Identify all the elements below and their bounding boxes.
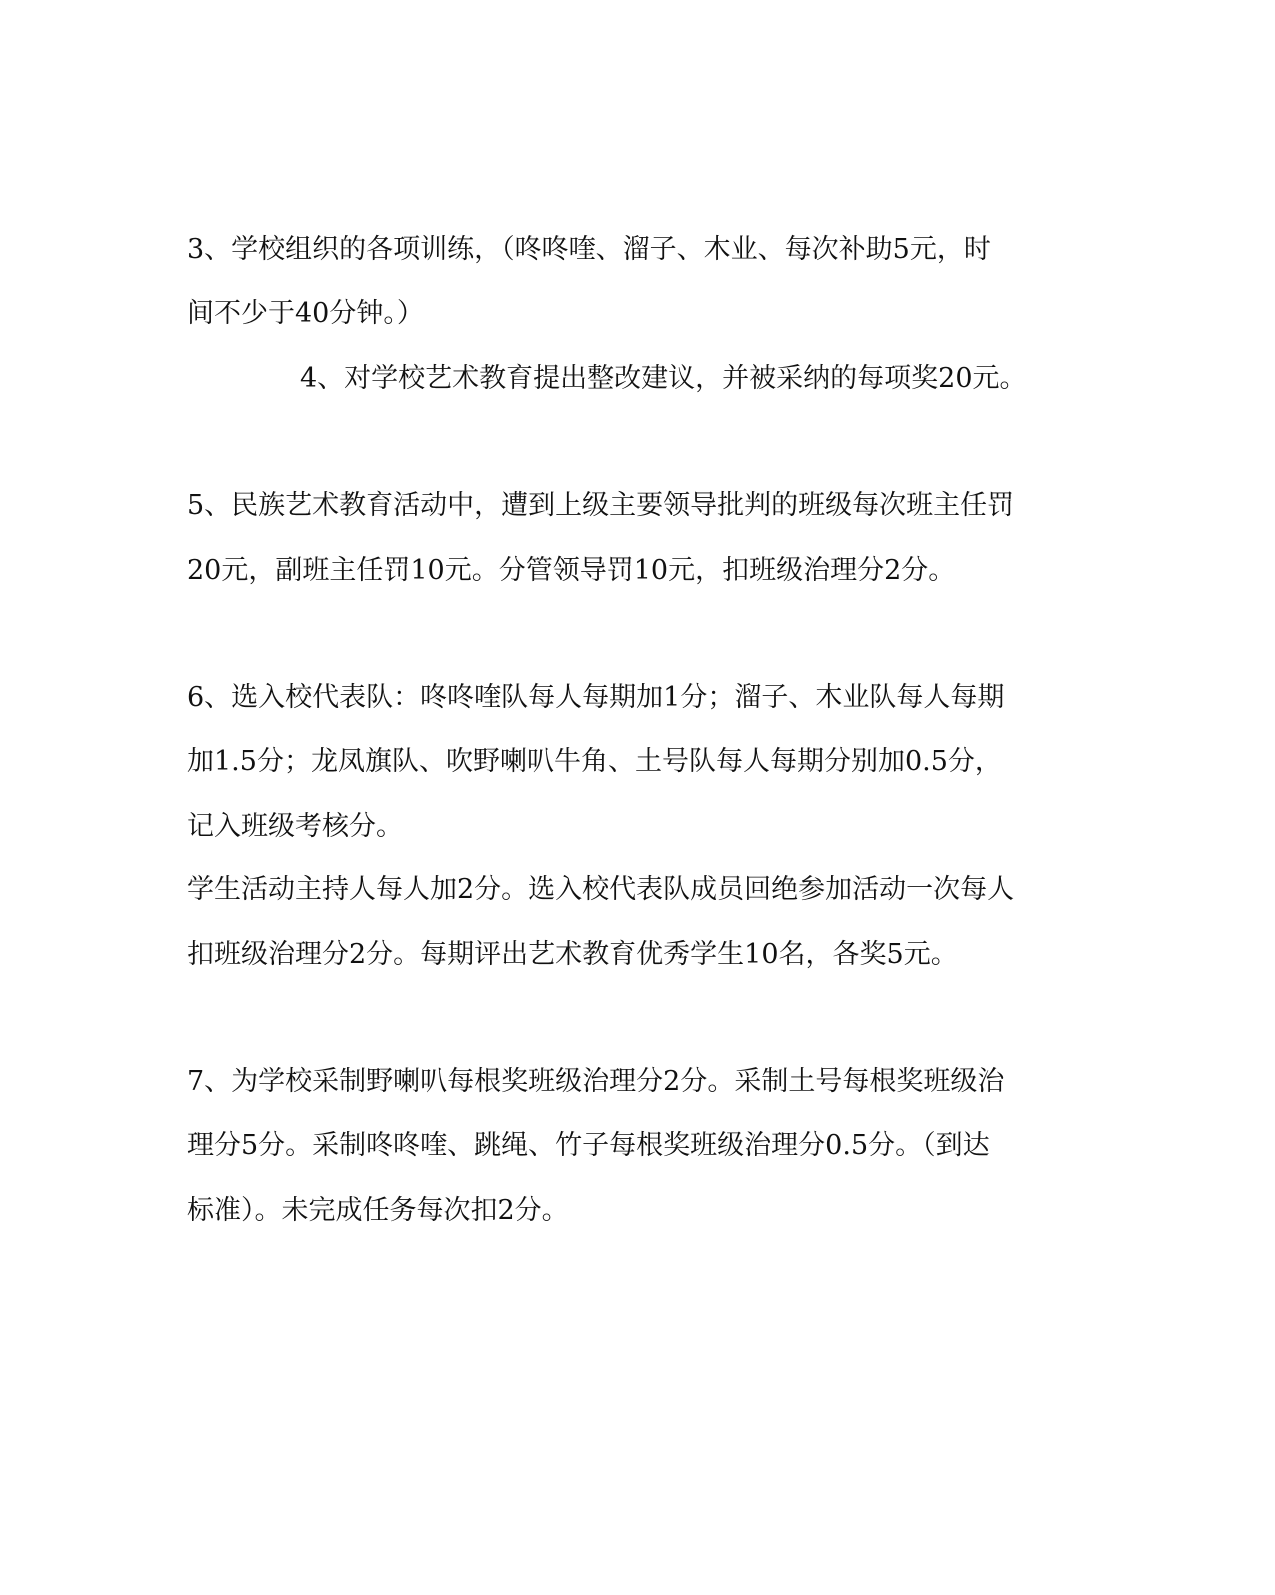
item-6-line-3: 记入班级考核分。 xyxy=(187,811,403,842)
item-6-line-2: 加1.5分；龙凤旗队、吹野喇叭牛角、土号队每人每期分别加0.5分， xyxy=(187,746,1002,777)
item-7-line-1: 7、为学校采制野喇叭每根奖班级治理分2分。采制土号每根奖班级治 xyxy=(187,1066,1005,1097)
item-5-line-2: 20元，副班主任罚10元。分管领导罚10元，扣班级治理分2分。 xyxy=(187,555,956,586)
item-3-line-2: 间不少于40分钟。） xyxy=(187,298,424,329)
item-6-line-1: 6、选入校代表队：咚咚喹队每人每期加1分；溜子、木业队每人每期 xyxy=(187,682,1005,713)
item-4-line-1: 4、对学校艺术教育提出整改建议，并被采纳的每项奖20元。 xyxy=(300,363,1027,394)
item-3-line-1: 3、学校组织的各项训练，（咚咚喹、溜子、木业、每次补助5元，时 xyxy=(187,234,991,265)
item-6-line-4: 学生活动主持人每人加2分。选入校代表队成员回绝参加活动一次每人 xyxy=(187,874,1015,905)
item-7-line-2: 理分5分。采制咚咚喹、跳绳、竹子每根奖班级治理分0.5分。（到达 xyxy=(187,1130,990,1161)
item-7-line-3: 标准）。未完成任务每次扣2分。 xyxy=(187,1195,569,1226)
item-6-line-5: 扣班级治理分2分。每期评出艺术教育优秀学生10名，各奖5元。 xyxy=(187,939,958,970)
item-5-line-1: 5、民族艺术教育活动中，遭到上级主要领导批判的班级每次班主任罚 xyxy=(187,490,1015,521)
